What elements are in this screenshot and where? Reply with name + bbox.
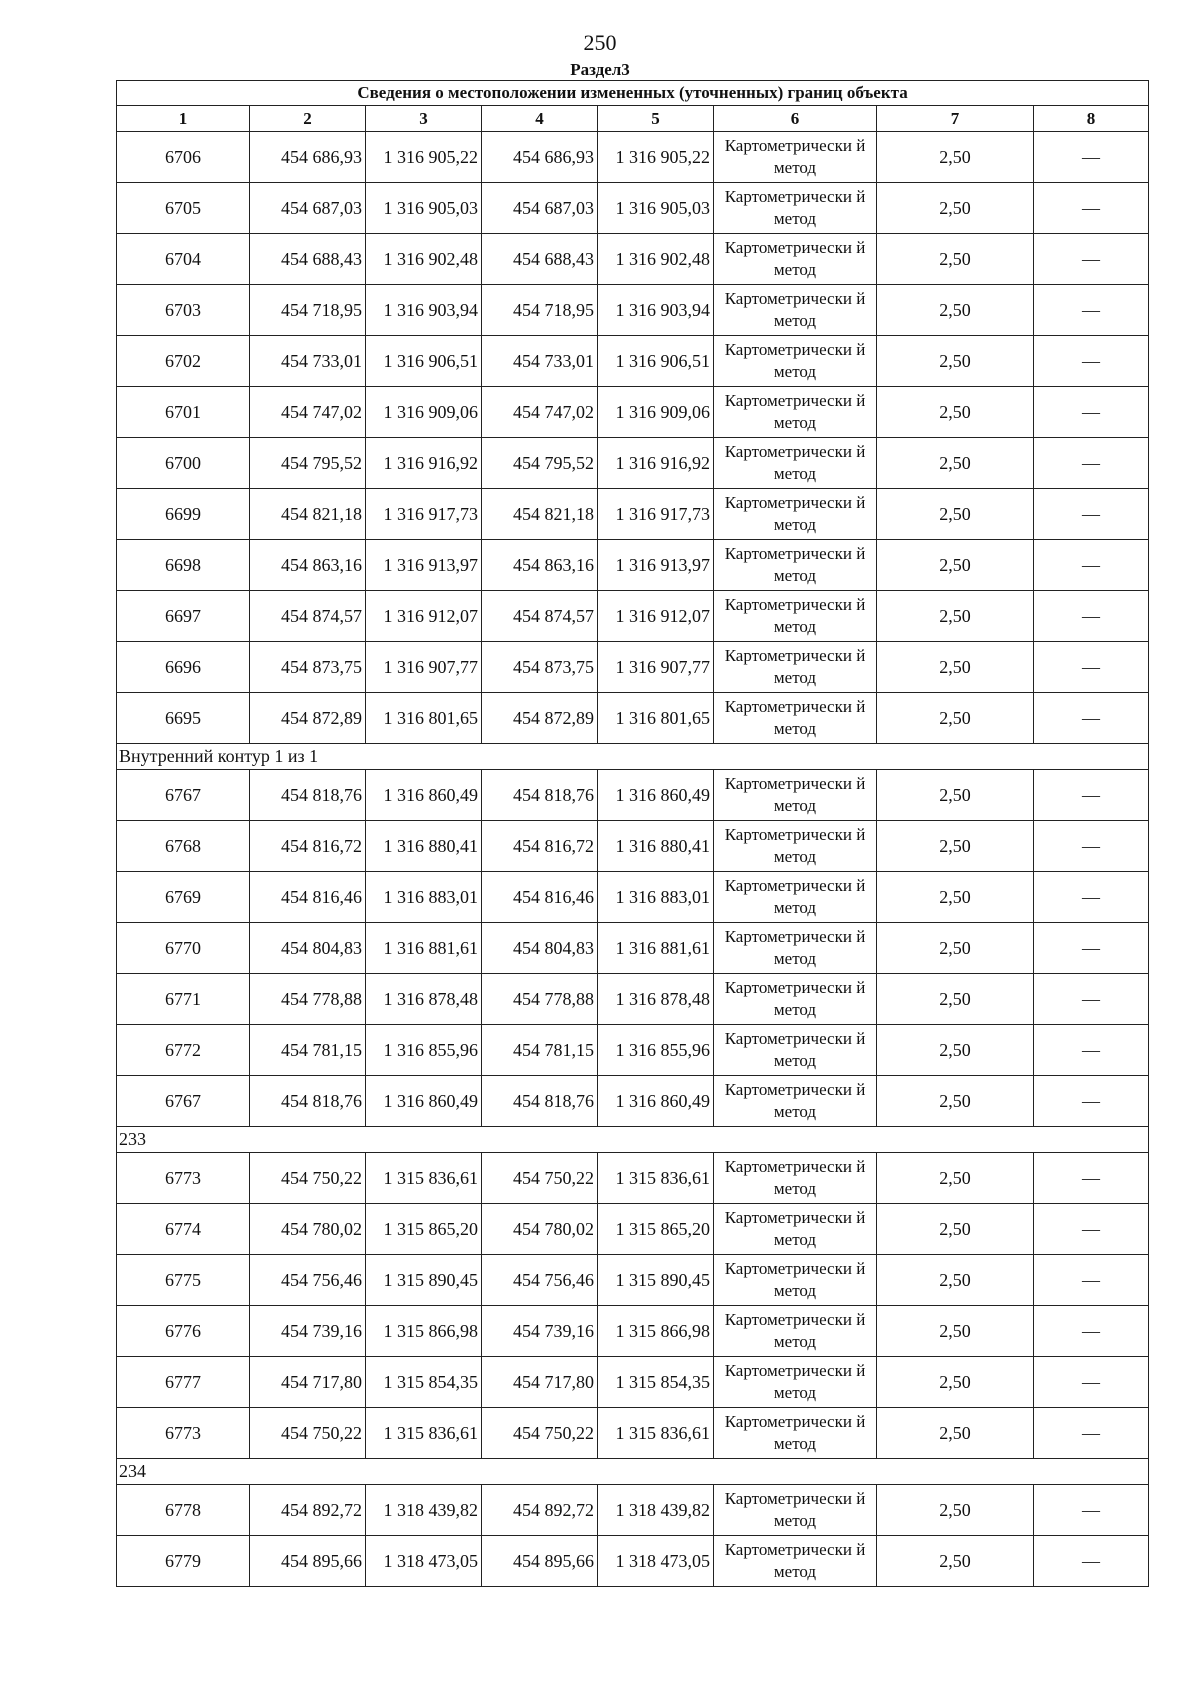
cell-col-5: 1 316 917,73 [598, 489, 714, 540]
cell-col-3: 1 316 916,92 [366, 438, 482, 489]
table-row [117, 1536, 1149, 1587]
cell-col-4: 454 733,01 [482, 336, 598, 387]
cell-col-6 [714, 693, 877, 744]
cell-col-8: — [1034, 183, 1149, 234]
cell-col-6 [714, 821, 877, 872]
cell-col-4: 454 778,88 [482, 974, 598, 1025]
cell-col-5: 1 316 801,65 [598, 693, 714, 744]
cell-col-6 [714, 1357, 877, 1408]
group-label: Внутренний контур 1 из 1 [117, 744, 1149, 770]
cell-col-6 [714, 1025, 877, 1076]
method-text: Картометрически й метод [724, 238, 866, 279]
table-row [117, 821, 1149, 872]
cell-col-2: 454 821,18 [250, 489, 366, 540]
column-header-1: 1 [117, 106, 250, 132]
cell-col-4: 454 718,95 [482, 285, 598, 336]
cell-col-5: 1 316 860,49 [598, 1076, 714, 1127]
cell-col-6 [714, 285, 877, 336]
cell-col-7: 2,50 [877, 591, 1034, 642]
cell-col-5: 1 318 439,82 [598, 1485, 714, 1536]
cell-col-4: 454 804,83 [482, 923, 598, 974]
cell-col-4: 454 874,57 [482, 591, 598, 642]
cell-col-3: 1 316 906,51 [366, 336, 482, 387]
cell-col-7: 2,50 [877, 489, 1034, 540]
cell-col-3: 1 318 473,05 [366, 1536, 482, 1587]
cell-col-7: 2,50 [877, 693, 1034, 744]
cell-col-1: 6775 [117, 1255, 250, 1306]
cell-col-2: 454 818,76 [250, 770, 366, 821]
cell-col-5: 1 316 909,06 [598, 387, 714, 438]
cell-col-1: 6776 [117, 1306, 250, 1357]
cell-col-3: 1 316 860,49 [366, 770, 482, 821]
cell-col-8: — [1034, 1204, 1149, 1255]
cell-col-8: — [1034, 387, 1149, 438]
cell-col-8: — [1034, 336, 1149, 387]
cell-col-1: 6704 [117, 234, 250, 285]
cell-col-1: 6701 [117, 387, 250, 438]
cell-col-7: 2,50 [877, 132, 1034, 183]
table-row [117, 132, 1149, 183]
cell-col-3: 1 315 866,98 [366, 1306, 482, 1357]
table-row [117, 974, 1149, 1025]
table-caption-row [117, 81, 1149, 106]
cell-col-6 [714, 438, 877, 489]
cell-col-6 [714, 1485, 877, 1536]
cell-col-4: 454 686,93 [482, 132, 598, 183]
cell-col-2: 454 863,16 [250, 540, 366, 591]
cell-col-8: — [1034, 1357, 1149, 1408]
cell-col-6 [714, 1255, 877, 1306]
cell-col-1: 6779 [117, 1536, 250, 1587]
page-number: 250 [583, 30, 617, 55]
table-row [117, 285, 1149, 336]
cell-col-2: 454 795,52 [250, 438, 366, 489]
cell-col-5: 1 316 903,94 [598, 285, 714, 336]
cell-col-6 [714, 1153, 877, 1204]
cell-col-4: 454 818,76 [482, 770, 598, 821]
cell-col-8: — [1034, 872, 1149, 923]
cell-col-4: 454 750,22 [482, 1408, 598, 1459]
cell-col-3: 1 315 836,61 [366, 1408, 482, 1459]
cell-col-8: — [1034, 234, 1149, 285]
cell-col-2: 454 687,03 [250, 183, 366, 234]
cell-col-3: 1 316 883,01 [366, 872, 482, 923]
cell-col-2: 454 781,15 [250, 1025, 366, 1076]
cell-col-2: 454 892,72 [250, 1485, 366, 1536]
cell-col-8: — [1034, 1306, 1149, 1357]
column-header-row [117, 106, 1149, 132]
cell-col-7: 2,50 [877, 1153, 1034, 1204]
cell-col-4: 454 895,66 [482, 1536, 598, 1587]
cell-col-6 [714, 489, 877, 540]
cell-col-8: — [1034, 1536, 1149, 1587]
method-text: Картометрически й метод [724, 544, 866, 585]
method-text: Картометрически й метод [724, 289, 866, 330]
column-header-6: 6 [714, 106, 877, 132]
section-title: Раздел3 [570, 60, 630, 79]
cell-col-2: 454 750,22 [250, 1408, 366, 1459]
table-row [117, 387, 1149, 438]
table-row [117, 1255, 1149, 1306]
cell-col-1: 6774 [117, 1204, 250, 1255]
cell-col-3: 1 318 439,82 [366, 1485, 482, 1536]
cell-col-4: 454 688,43 [482, 234, 598, 285]
cell-col-1: 6699 [117, 489, 250, 540]
cell-col-1: 6706 [117, 132, 250, 183]
group-row [117, 1127, 1149, 1153]
cell-col-4: 454 873,75 [482, 642, 598, 693]
table-row [117, 1204, 1149, 1255]
cell-col-2: 454 717,80 [250, 1357, 366, 1408]
cell-col-5: 1 316 878,48 [598, 974, 714, 1025]
cell-col-6 [714, 1536, 877, 1587]
cell-col-7: 2,50 [877, 1536, 1034, 1587]
cell-col-6 [714, 132, 877, 183]
method-text: Картометрически й метод [724, 391, 866, 432]
cell-col-2: 454 778,88 [250, 974, 366, 1025]
cell-col-7: 2,50 [877, 770, 1034, 821]
cell-col-4: 454 747,02 [482, 387, 598, 438]
cell-col-5: 1 316 881,61 [598, 923, 714, 974]
cell-col-6 [714, 1076, 877, 1127]
method-text: Картометрически й метод [724, 927, 866, 968]
cell-col-1: 6698 [117, 540, 250, 591]
group-label: 233 [117, 1127, 1149, 1153]
method-text: Картометрически й метод [724, 493, 866, 534]
cell-col-8: — [1034, 642, 1149, 693]
cell-col-7: 2,50 [877, 923, 1034, 974]
method-text: Картометрически й метод [724, 1208, 866, 1249]
cell-col-8: — [1034, 1485, 1149, 1536]
cell-col-5: 1 315 890,45 [598, 1255, 714, 1306]
cell-col-7: 2,50 [877, 540, 1034, 591]
cell-col-2: 454 718,95 [250, 285, 366, 336]
cell-col-2: 454 895,66 [250, 1536, 366, 1587]
cell-col-2: 454 874,57 [250, 591, 366, 642]
table-row [117, 1153, 1149, 1204]
cell-col-4: 454 780,02 [482, 1204, 598, 1255]
cell-col-3: 1 316 917,73 [366, 489, 482, 540]
cell-col-8: — [1034, 770, 1149, 821]
cell-col-4: 454 892,72 [482, 1485, 598, 1536]
cell-col-7: 2,50 [877, 285, 1034, 336]
cell-col-5: 1 316 855,96 [598, 1025, 714, 1076]
cell-col-3: 1 316 855,96 [366, 1025, 482, 1076]
cell-col-1: 6703 [117, 285, 250, 336]
method-text: Картометрически й метод [724, 1540, 866, 1581]
table-body [117, 132, 1149, 1587]
cell-col-6 [714, 872, 877, 923]
cell-col-7: 2,50 [877, 183, 1034, 234]
cell-col-7: 2,50 [877, 1408, 1034, 1459]
cell-col-3: 1 315 865,20 [366, 1204, 482, 1255]
cell-col-1: 6767 [117, 770, 250, 821]
table-row [117, 234, 1149, 285]
cell-col-8: — [1034, 821, 1149, 872]
cell-col-8: — [1034, 1025, 1149, 1076]
method-text: Картометрически й метод [724, 1157, 866, 1198]
cell-col-3: 1 316 907,77 [366, 642, 482, 693]
cell-col-2: 454 780,02 [250, 1204, 366, 1255]
method-text: Картометрически й метод [724, 1489, 866, 1530]
cell-col-6 [714, 387, 877, 438]
cell-col-6 [714, 1204, 877, 1255]
cell-col-6 [714, 770, 877, 821]
cell-col-1: 6705 [117, 183, 250, 234]
cell-col-7: 2,50 [877, 1025, 1034, 1076]
method-text: Картометрически й метод [724, 876, 866, 917]
cell-col-8: — [1034, 1076, 1149, 1127]
method-text: Картометрически й метод [724, 774, 866, 815]
cell-col-1: 6773 [117, 1153, 250, 1204]
column-header-5: 5 [598, 106, 714, 132]
table-row [117, 1306, 1149, 1357]
table-row [117, 872, 1149, 923]
cell-col-7: 2,50 [877, 974, 1034, 1025]
table-row [117, 1025, 1149, 1076]
cell-col-8: — [1034, 923, 1149, 974]
cell-col-4: 454 739,16 [482, 1306, 598, 1357]
cell-col-7: 2,50 [877, 1076, 1034, 1127]
cell-col-2: 454 818,76 [250, 1076, 366, 1127]
method-text: Картометрически й метод [724, 442, 866, 483]
cell-col-3: 1 316 905,22 [366, 132, 482, 183]
cell-col-4: 454 795,52 [482, 438, 598, 489]
cell-col-1: 6770 [117, 923, 250, 974]
cell-col-1: 6700 [117, 438, 250, 489]
cell-col-1: 6772 [117, 1025, 250, 1076]
table-row [117, 770, 1149, 821]
cell-col-3: 1 316 902,48 [366, 234, 482, 285]
cell-col-6 [714, 591, 877, 642]
cell-col-3: 1 316 881,61 [366, 923, 482, 974]
cell-col-5: 1 316 905,22 [598, 132, 714, 183]
cell-col-7: 2,50 [877, 387, 1034, 438]
cell-col-7: 2,50 [877, 872, 1034, 923]
cell-col-3: 1 316 878,48 [366, 974, 482, 1025]
method-text: Картометрически й метод [724, 978, 866, 1019]
column-header-7: 7 [877, 106, 1034, 132]
cell-col-8: — [1034, 1255, 1149, 1306]
cell-col-6 [714, 642, 877, 693]
cell-col-4: 454 816,72 [482, 821, 598, 872]
cell-col-5: 1 315 836,61 [598, 1408, 714, 1459]
cell-col-6 [714, 923, 877, 974]
cell-col-7: 2,50 [877, 438, 1034, 489]
cell-col-1: 6697 [117, 591, 250, 642]
cell-col-8: — [1034, 591, 1149, 642]
cell-col-7: 2,50 [877, 1204, 1034, 1255]
cell-col-6 [714, 234, 877, 285]
method-text: Картометрически й метод [724, 595, 866, 636]
table-row [117, 540, 1149, 591]
table-row [117, 1408, 1149, 1459]
cell-col-5: 1 316 912,07 [598, 591, 714, 642]
cell-col-8: — [1034, 974, 1149, 1025]
method-text: Картометрически й метод [724, 136, 866, 177]
table-row [117, 1076, 1149, 1127]
method-text: Картометрически й метод [724, 1080, 866, 1121]
cell-col-5: 1 315 854,35 [598, 1357, 714, 1408]
cell-col-2: 454 686,93 [250, 132, 366, 183]
cell-col-1: 6778 [117, 1485, 250, 1536]
cell-col-4: 454 717,80 [482, 1357, 598, 1408]
group-row [117, 1459, 1149, 1485]
cell-col-3: 1 316 905,03 [366, 183, 482, 234]
cell-col-5: 1 316 907,77 [598, 642, 714, 693]
column-header-3: 3 [366, 106, 482, 132]
cell-col-6 [714, 1306, 877, 1357]
cell-col-2: 454 816,72 [250, 821, 366, 872]
cell-col-4: 454 821,18 [482, 489, 598, 540]
cell-col-1: 6777 [117, 1357, 250, 1408]
cell-col-3: 1 316 912,07 [366, 591, 482, 642]
cell-col-3: 1 316 909,06 [366, 387, 482, 438]
column-header-8: 8 [1034, 106, 1149, 132]
cell-col-2: 454 733,01 [250, 336, 366, 387]
cell-col-3: 1 315 854,35 [366, 1357, 482, 1408]
cell-col-7: 2,50 [877, 1306, 1034, 1357]
cell-col-7: 2,50 [877, 1485, 1034, 1536]
cell-col-5: 1 316 880,41 [598, 821, 714, 872]
cell-col-3: 1 315 890,45 [366, 1255, 482, 1306]
cell-col-3: 1 316 903,94 [366, 285, 482, 336]
method-text: Картометрически й метод [724, 1029, 866, 1070]
column-header-4: 4 [482, 106, 598, 132]
cell-col-7: 2,50 [877, 1357, 1034, 1408]
cell-col-7: 2,50 [877, 336, 1034, 387]
cell-col-2: 454 816,46 [250, 872, 366, 923]
cell-col-3: 1 315 836,61 [366, 1153, 482, 1204]
table-row [117, 642, 1149, 693]
cell-col-2: 454 756,46 [250, 1255, 366, 1306]
cell-col-5: 1 316 902,48 [598, 234, 714, 285]
cell-col-8: — [1034, 489, 1149, 540]
method-text: Картометрически й метод [724, 646, 866, 687]
cell-col-5: 1 315 836,61 [598, 1153, 714, 1204]
cell-col-6 [714, 540, 877, 591]
cell-col-5: 1 318 473,05 [598, 1536, 714, 1587]
cell-col-7: 2,50 [877, 234, 1034, 285]
table-row [117, 183, 1149, 234]
method-text: Картометрически й метод [724, 1361, 866, 1402]
method-text: Картометрически й метод [724, 825, 866, 866]
cell-col-3: 1 316 860,49 [366, 1076, 482, 1127]
cell-col-2: 454 872,89 [250, 693, 366, 744]
cell-col-4: 454 756,46 [482, 1255, 598, 1306]
cell-col-7: 2,50 [877, 821, 1034, 872]
method-text: Картометрически й метод [724, 697, 866, 738]
table-row [117, 923, 1149, 974]
cell-col-5: 1 316 883,01 [598, 872, 714, 923]
cell-col-6 [714, 1408, 877, 1459]
boundary-coordinates-table [116, 80, 1149, 1587]
cell-col-8: — [1034, 540, 1149, 591]
cell-col-1: 6768 [117, 821, 250, 872]
cell-col-5: 1 315 865,20 [598, 1204, 714, 1255]
cell-col-4: 454 781,15 [482, 1025, 598, 1076]
method-text: Картометрически й метод [724, 1310, 866, 1351]
method-text: Картометрически й метод [724, 187, 866, 228]
cell-col-6 [714, 974, 877, 1025]
cell-col-8: — [1034, 693, 1149, 744]
table-row [117, 1357, 1149, 1408]
table-row [117, 693, 1149, 744]
cell-col-4: 454 687,03 [482, 183, 598, 234]
cell-col-8: — [1034, 1153, 1149, 1204]
cell-col-7: 2,50 [877, 1255, 1034, 1306]
cell-col-6 [714, 336, 877, 387]
cell-col-3: 1 316 913,97 [366, 540, 482, 591]
cell-col-8: — [1034, 438, 1149, 489]
table-row [117, 489, 1149, 540]
cell-col-5: 1 316 906,51 [598, 336, 714, 387]
cell-col-2: 454 804,83 [250, 923, 366, 974]
cell-col-1: 6767 [117, 1076, 250, 1127]
cell-col-2: 454 750,22 [250, 1153, 366, 1204]
cell-col-5: 1 316 905,03 [598, 183, 714, 234]
cell-col-1: 6702 [117, 336, 250, 387]
cell-col-6 [714, 183, 877, 234]
cell-col-2: 454 688,43 [250, 234, 366, 285]
cell-col-4: 454 816,46 [482, 872, 598, 923]
table-row [117, 591, 1149, 642]
cell-col-2: 454 873,75 [250, 642, 366, 693]
method-text: Картометрически й метод [724, 340, 866, 381]
cell-col-1: 6696 [117, 642, 250, 693]
cell-col-3: 1 316 880,41 [366, 821, 482, 872]
method-text: Картометрически й метод [724, 1412, 866, 1453]
table-row [117, 1485, 1149, 1536]
cell-col-8: — [1034, 1408, 1149, 1459]
cell-col-5: 1 316 913,97 [598, 540, 714, 591]
cell-col-8: — [1034, 132, 1149, 183]
column-header-2: 2 [250, 106, 366, 132]
cell-col-5: 1 316 860,49 [598, 770, 714, 821]
cell-col-8: — [1034, 285, 1149, 336]
cell-col-4: 454 863,16 [482, 540, 598, 591]
cell-col-2: 454 747,02 [250, 387, 366, 438]
cell-col-4: 454 872,89 [482, 693, 598, 744]
cell-col-5: 1 316 916,92 [598, 438, 714, 489]
cell-col-5: 1 315 866,98 [598, 1306, 714, 1357]
cell-col-1: 6769 [117, 872, 250, 923]
group-label: 234 [117, 1459, 1149, 1485]
table-row [117, 336, 1149, 387]
table-caption: Сведения о местоположении измененных (уточненных) границ объекта [117, 81, 1149, 106]
group-row [117, 744, 1149, 770]
cell-col-2: 454 739,16 [250, 1306, 366, 1357]
cell-col-1: 6771 [117, 974, 250, 1025]
cell-col-3: 1 316 801,65 [366, 693, 482, 744]
cell-col-1: 6773 [117, 1408, 250, 1459]
cell-col-1: 6695 [117, 693, 250, 744]
method-text: Картометрически й метод [724, 1259, 866, 1300]
cell-col-4: 454 818,76 [482, 1076, 598, 1127]
table-row [117, 438, 1149, 489]
cell-col-4: 454 750,22 [482, 1153, 598, 1204]
cell-col-7: 2,50 [877, 642, 1034, 693]
